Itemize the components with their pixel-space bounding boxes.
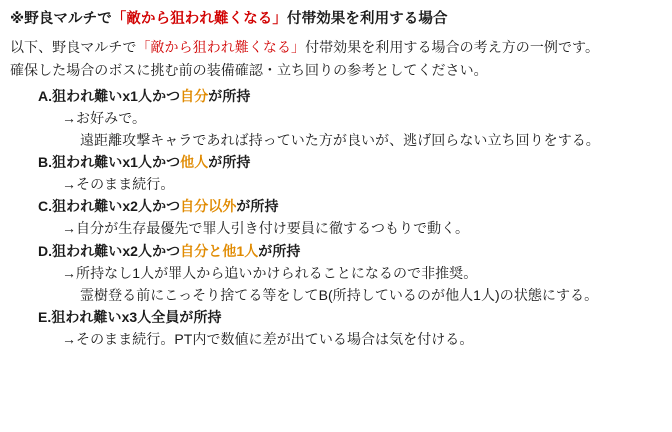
list-item (10, 151, 662, 173)
case-label-tail-b: が所持 (208, 154, 251, 171)
intro-line-1-prefix: 以下、野良マルチで (10, 39, 137, 56)
page-title-prefix: ※野良マルチで (10, 11, 112, 27)
case-label-d: D.狙われ難いx2人かつ (38, 242, 181, 259)
list-item (10, 195, 662, 217)
case-highlight-b: 他人 (180, 154, 209, 171)
case-label-e: E.狙われ難いx3人全員 (38, 308, 180, 325)
case-label-c: C.狙われ難いx2人かつ (38, 198, 181, 215)
case-label-tail-d: が所持 (258, 242, 301, 259)
case-label-tail-c: が所持 (236, 198, 279, 215)
page-title-suffix: 付帯効果を利用する場合 (287, 11, 448, 27)
list-item: →そのまま続行。PT内で数値に差が出ている場合は気を付ける。 (62, 331, 474, 348)
list-item: 霊樹登る前にこっそり捨てる等をしてB(所持しているのが他人1人)の状態にする。 (80, 286, 599, 303)
list-item (10, 240, 662, 262)
case-list (10, 85, 662, 350)
case-label-a: A.狙われ難いx1人かつ (38, 87, 181, 104)
list-item: →そのまま続行。 (62, 176, 175, 193)
intro-line-1 (10, 36, 662, 59)
case-label-tail-a: が所持 (208, 87, 251, 104)
intro-line-2: 確保した場合のボスに挑む前の装備確認・立ち回りの参考としてください。 (10, 62, 488, 79)
intro-line-1-suffix: 付帯効果を利用する場合の考え方の一例です。 (305, 39, 599, 56)
list-item: 遠距離攻撃キャラであれば持っていた方が良いが、逃げ回らない立ち回りをする。 (80, 132, 600, 149)
case-highlight-d: 自分と他1人 (180, 242, 259, 259)
list-item: →自分が生存最優先で罪人引き付け要員に徹するつもりで動く。 (62, 220, 470, 237)
case-highlight-c: 自分以外 (180, 198, 237, 215)
intro-paragraph (10, 36, 662, 81)
list-item (10, 85, 662, 107)
list-item: →お好みで。 (62, 109, 147, 126)
intro-line-1-quoted: 「敵から狙われ難くなる」 (136, 39, 306, 56)
case-label-b: B.狙われ難いx1人かつ (38, 154, 181, 171)
list-item (10, 306, 662, 328)
case-label-tail-e: が所持 (179, 308, 222, 325)
page-title (10, 8, 662, 30)
list-item: →所持なし1人が罪人から追いかけられることになるので非推奨。 (62, 264, 478, 281)
case-highlight-a: 自分 (180, 87, 209, 104)
page-title-quoted: 「敵から狙われ難くなる」 (111, 11, 287, 27)
